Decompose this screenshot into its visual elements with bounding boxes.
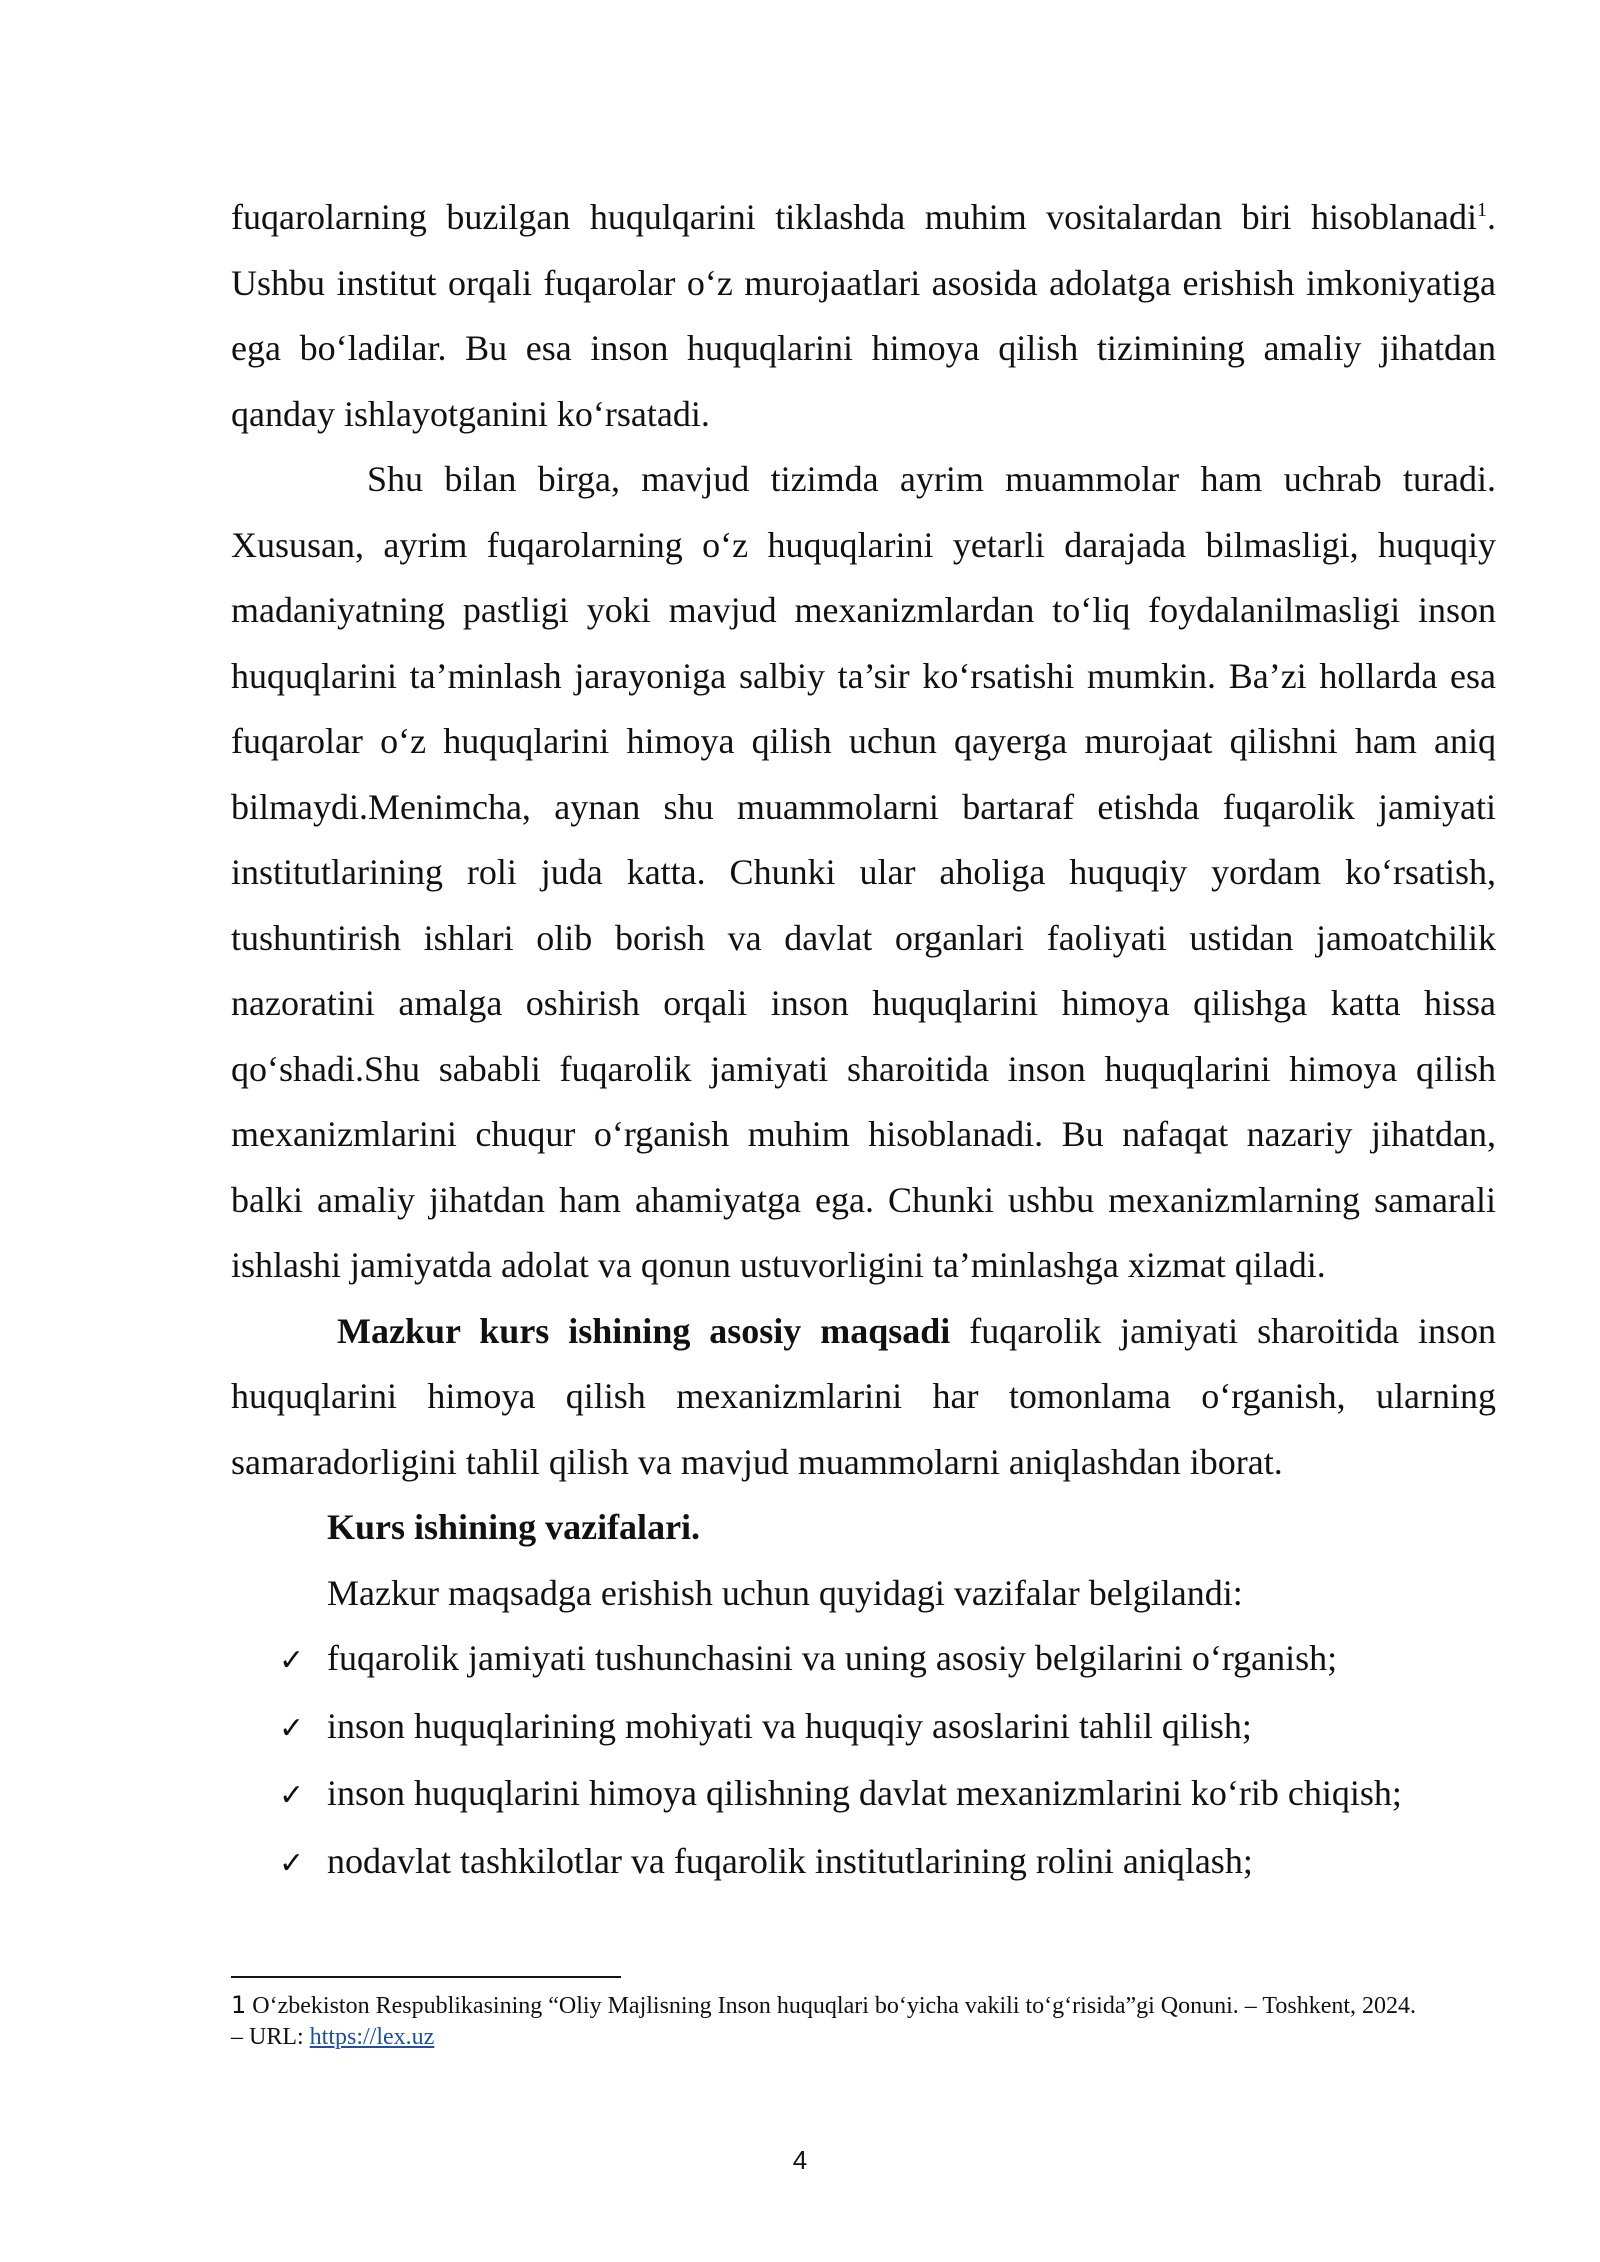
task-text: inson huquqlarining mohiyati va huquqiy asoslarini tahlil qilish; [327,1705,1252,1746]
checkmark-icon: ✓ [279,1643,305,1678]
footnote-separator [231,1976,621,1978]
tasks-heading [231,1495,1496,1561]
paragraph-1 [231,185,1496,447]
task-text: fuqarolik jamiyati tushunchasini va uning asosiy belgilarini o‘rganish; [327,1638,1338,1678]
goal-text: fuqarolik jamiyati sharoitida inson huquqlarini himoya qilish mexanizmlarini har tomonlama o‘rganish, ularning samaradorligini tahlil qilish va mavjud muammolarni aniqlashdan iborat. [231,1310,1496,1482]
paragraph-2: Shu bilan birga, mavjud tizimda ayrim muammolar ham uchrab turadi. Xususan, ayrim fuqarolarning o‘z huquqlarini yetarli darajada bilmasligi, huquqiy madaniyatning pastligi yoki mavjud mexanizmlardan to‘liq foydalanilmasligi inson huquqlarini ta’minlash jarayoniga salbiy ta’sir ko‘rsatishi mumkin. Ba’zi hollarda esa fuqarolar o‘z huquqlarini himoya qilish uchun qayerga murojaat qilishni ham aniq bilmaydi.Menimcha, aynan shu muammolarni bartaraf etishda fuqarolik jamiyati institutlarining roli juda katta. Chunki ular aholiga huquqiy yordam ko‘rsatish, tushuntirish ishlari olib borish va davlat organlari faoliyati ustidan jamoatchilik nazoratini amalga oshirish orqali inson huquqlarini himoya qilishga katta hissa qo‘shadi.Shu sababli fuqarolik jamiyati sharoitida inson huquqlarini himoya qilish mexanizmlarini chuqur o‘rganish muhim hisoblanadi. Bu nafaqat nazariy jihatdan, balki amaliy jihatdan ham ahamiyatga ega. Chunki ushbu mexanizmlarning samarali ishlashi jamiyatda adolat va qonun ustuvorligini ta’minlashga xizmat qiladi. [231,459,1496,1285]
tasks-intro: Mazkur maqsadga erishish uchun quyidagi vazifalar belgilandi: [327,1572,1243,1613]
tasks-list [231,1626,1496,1896]
page-number: 4 [792,2145,808,2175]
list-item [231,1761,1496,1829]
footnote [231,1990,1431,2053]
tasks-heading-text: Kurs ishining vazifalari. [327,1507,701,1547]
task-text: nodavlat tashkilotlar va fuqarolik institutlarining rolini aniqlash; [327,1840,1253,1881]
paragraph-1-text: fuqarolarning buzilgan huqulqarini tiklashda muhim vositalardan biri hisoblanadi [231,197,1477,237]
footnote-reference[interactable]: 1 [1477,199,1487,221]
checkmark-icon: ✓ [279,1778,305,1813]
footnote-link[interactable]: https://lex.uz [309,2024,435,2050]
paragraph-1-tail: . Ushbu institut orqali fuqarolar o‘z murojaatlari asosida adolatga erishish imkoniyatiga ega bo‘ladilar. Bu esa inson huquqlarini himoya qilish tizimining amaliy jihatdan qanday ishlayotganini ko‘rsatadi. [231,197,1496,434]
paragraph-3 [231,1299,1496,1496]
body-text [231,185,1496,1896]
checkmark-icon: ✓ [279,1845,305,1881]
list-item [231,1829,1496,1897]
footnote-number: 1 [231,1991,247,2019]
list-item [231,1626,1496,1694]
checkmark-icon: ✓ [279,1710,305,1746]
task-text: inson huquqlarini himoya qilishning davlat mexanizmlarini ko‘rib chiqish; [327,1773,1402,1813]
footnote-text: O‘zbekiston Respublikasining “Oliy Majlisning Inson huquqlari bo‘yicha vakili to‘g‘risida”gi Qonuni. – Toshkent, 2024. – URL: [231,1993,1417,2050]
list-item [231,1694,1496,1762]
goal-heading-bold: Mazkur kurs ishining asosiy maqsadi [337,1310,951,1351]
